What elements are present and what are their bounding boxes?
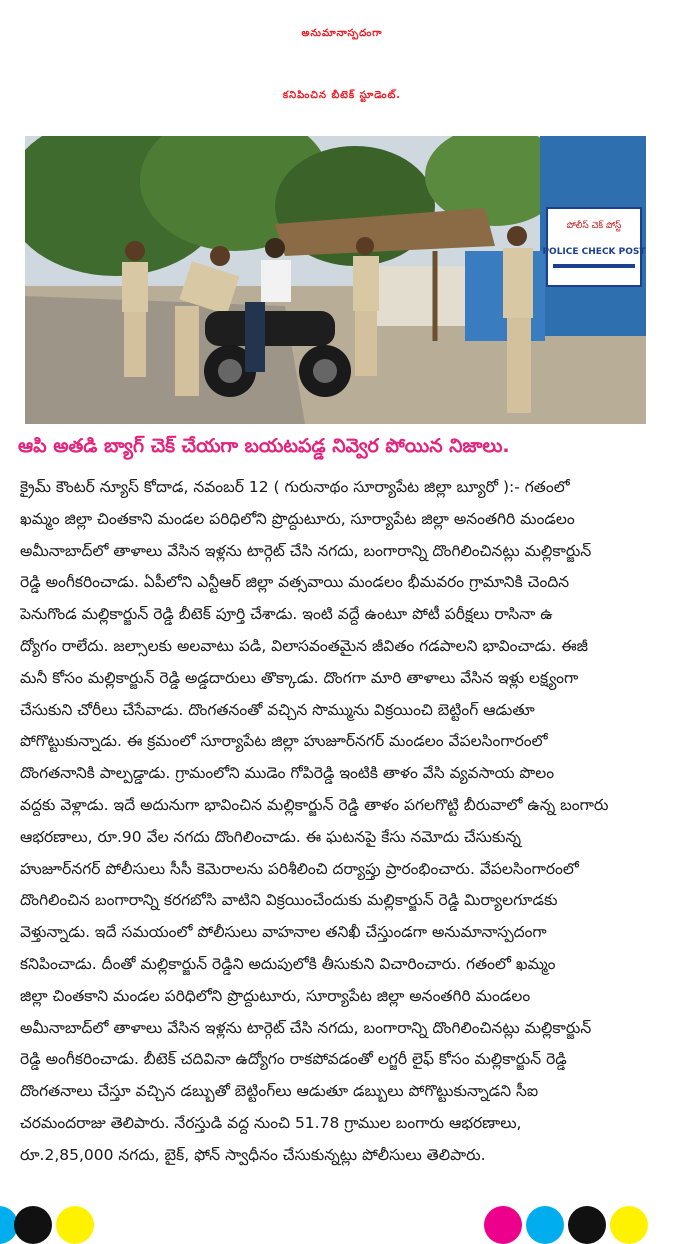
article-line: పోగొట్టుకున్నాడు. ఈ క్రమంలో సూర్యాపేట జిల్లా హుజూర్‌నగర్ మండలం వేపలసింగారంలో [20, 732, 548, 751]
article-line: దొంగిలించిన బంగారాన్ని కరగబోసి వాటిని విక్రయించేందుకు మల్లికార్జున్ రెడ్డి మిర్యాలగూడకు [20, 891, 558, 910]
subheadline: ఆపి అతడి బ్యాగ్ చెక్ చేయగా బయటపడ్డ నివ్వెర పోయిన నిజాలు. [18, 435, 510, 457]
headline-line-2: కనిపించిన బీటెక్ స్టూడెంట్. [282, 90, 402, 101]
police-officer-4 [503, 226, 533, 413]
police-checkpost-photo [25, 136, 646, 424]
article-line: వెళ్తున్నాడు. ఇదే సమయంలో పోలీసులు వాహనాల తనిఖీ చేస్తుండగా అనుమానాస్పదంగా [20, 923, 547, 942]
article-line: చరమందరాజు తెలిపారు. నేరస్తుడి వద్ద నుంచి 51.78 గ్రాముల బంగారు ఆభరణాలు, [20, 1113, 522, 1132]
article-line: రెడ్డి అంగీకరించాడు. బీటెక్ చదివినా ఉద్యోగం రాకపోవడంతో లగ్జరీ లైఫ్ కోసం మల్లికార్జున్ రెడ్డి [20, 1050, 567, 1069]
registration-mark-cyan [526, 1206, 564, 1244]
article-line: అమీనాబాద్‌లో తాళాలు వేసిన ఇళ్లను టార్గెట్ చేసి నగదు, బంగారాన్ని దొంగిలించినట్లు మల్లికార్జున్ [20, 541, 592, 560]
article-line: ద్యోగం రాలేదు. జల్సాలకు అలవాటు పడి, విలాసవంతమైన జీవితం గడపాలని భావించాడు. ఈజీ [20, 636, 588, 655]
article-body [20, 472, 666, 1172]
registration-mark-yellow [610, 1206, 648, 1244]
registration-mark-black [568, 1206, 606, 1244]
police-officer-3 [353, 237, 379, 376]
checkpost-sign-telugu: పోలీస్ చెక్ పోస్ట్ [566, 221, 622, 231]
checkpost-sign-text: POLICE CHECK POST [542, 247, 646, 257]
registration-mark-magenta [484, 1206, 522, 1244]
news-photo [25, 136, 646, 424]
article-line: దొంగతనానికి పాల్పడ్డాడు. గ్రామంలోని ముడెం గోపిరెడ్డి ఇంటికి తాళం వేసి వ్యవసాయ పొలం [20, 764, 555, 783]
article-line: చేసుకుని చోరీలు చేసేవాడు. దొంగతనంతో వచ్చిన సొమ్మును విక్రయించి బెట్టింగ్ ఆడుతూ [20, 700, 535, 719]
registration-mark-yellow-left [56, 1206, 94, 1244]
article-line: రూ.2,85,000 నగదు, బైక్, ఫోన్ స్వాధీనం చేసుకున్నట్లు పోలీసులు తెలిపారు. [20, 1145, 486, 1164]
article-line: క్రైమ్ కౌంటర్ న్యూస్ కోదాడ, నవంబర్ 12 ( గురునాథం సూర్యాపేట జిల్లా బ్యూరో ):- గతంలో [20, 478, 570, 496]
article-line: పెనుగొండ మల్లికార్జున్ రెడ్డి బీటెక్ పూర్తి చేశాడు. ఇంటి వద్దే ఉంటూ పోటీ పరీక్షలు రాసినా ఉ [20, 605, 553, 624]
registration-mark-black-left [14, 1206, 52, 1244]
article-line: మనీ కోసం మల్లికార్జున్ రెడ్డి అడ్డదారులు తొక్కాడు. దొంగగా మారి తాళాలు వేసిన ఇళ్లు లక్ష్యంగా [20, 668, 579, 687]
article-line: ఖమ్మం జిల్లా చింతకాని మండల పరిధిలోని ప్రొద్దుటూరు, సూర్యాపేట జిల్లా అనంతగిరి మండలం [20, 509, 575, 528]
article-line: రెడ్డి అంగీకరించాడు. ఏపీలోని ఎన్టీఆర్ జిల్లా వత్సవాయి మండలం భీమవరం గ్రామానికి చెందిన [20, 573, 570, 592]
headline-line-1: అనుమానాస్పదంగా [301, 28, 383, 39]
article-line: వద్దకు వెళ్లాడు. ఇదే అదునుగా భావించిన మల్లికార్జున్ రెడ్డి తాళం పగలగొట్టి బీరువాలో ఉన్న బంగారు [20, 795, 609, 814]
article-line: అమీనాబాద్‌లో తాళాలు వేసిన ఇళ్లను టార్గెట్ చేసి నగదు, బంగారాన్ని దొంగిలించినట్లు మల్లికార్జున్ [20, 1018, 592, 1037]
article-line: ఆభరణాలు, రూ.90 వేల నగదు దొంగిలించాడు. ఈ ఘటనపై కేసు నమోదు చేసుకున్న [20, 827, 521, 846]
article-line: జిల్లా చింతకాని మండల పరిధిలోని ప్రొద్దుటూరు, సూర్యాపేట జిల్లా అనంతగిరి మండలం [20, 986, 531, 1005]
article-line: కనిపించాడు. దీంతో మల్లికార్జున్ రెడ్డిని అదుపులోకి తీసుకుని విచారించారు. గతంలో ఖమ్మం [20, 954, 556, 973]
article-line: హుజూర్‌నగర్ పోలీసులు సీసీ కెమెరాలను పరిశీలించి దర్యాప్తు ప్రారంభించారు. వేపలసింగారంలో [20, 859, 579, 878]
article-line: దొంగతనాలు చేస్తూ వచ్చిన డబ్బుతో బెట్టింగ్‌లు ఆడుతూ డబ్బులు పోగొట్టుకున్నాడని సీఐ [20, 1082, 539, 1101]
